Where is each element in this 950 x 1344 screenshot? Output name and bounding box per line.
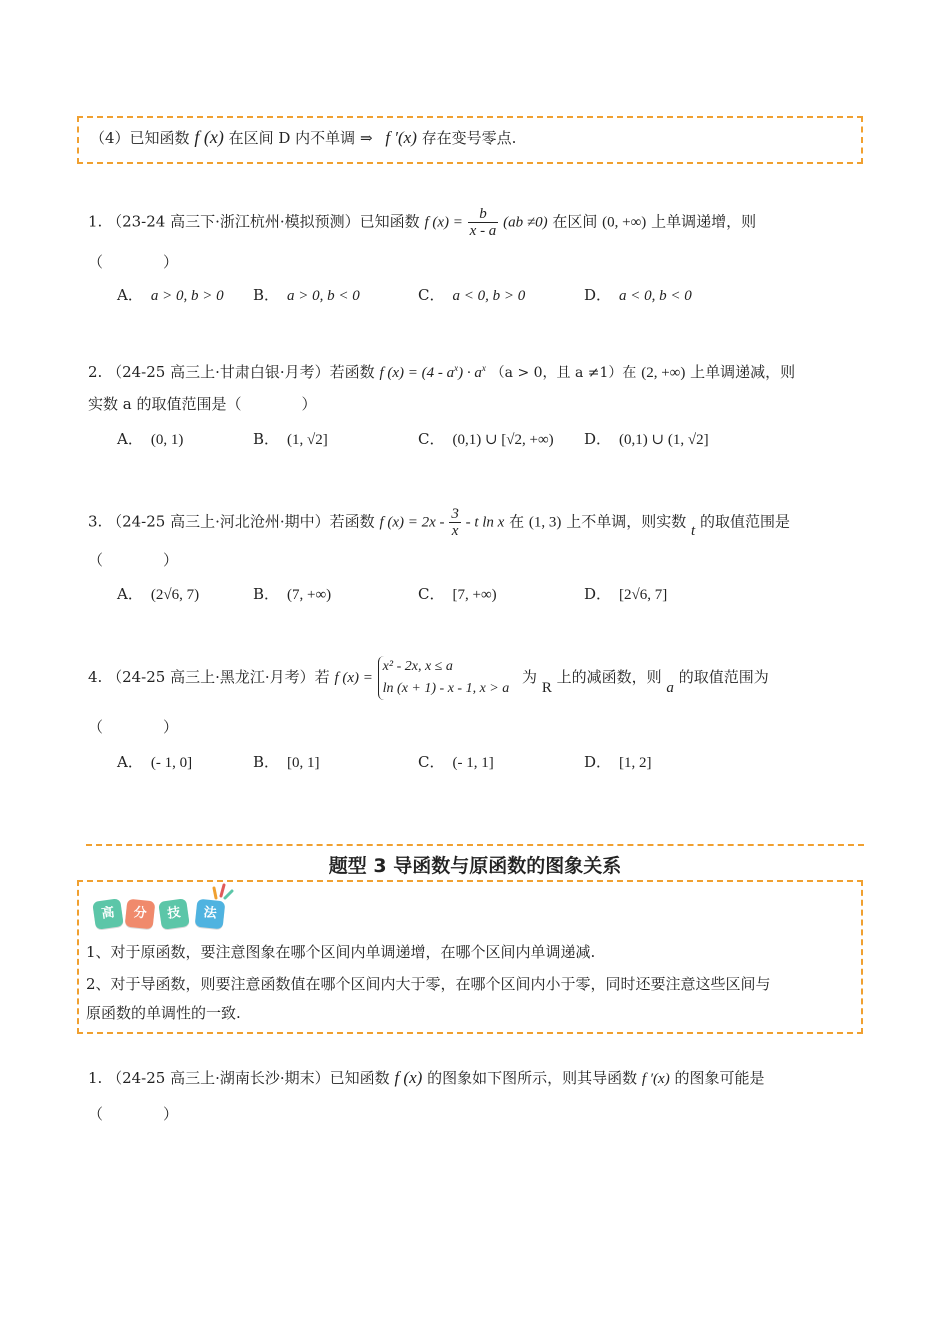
q1-option-a-label: A． — [117, 286, 143, 304]
q3-frac-num: 3 — [451, 506, 459, 522]
section-title: 题型 3 导函数与原函数的图象关系 — [328, 855, 622, 877]
q5-text2: 的图象如下图所示，则其导函数 — [427, 1069, 638, 1087]
q4-R: R — [541, 680, 552, 696]
q3-paren: （ ） — [88, 551, 179, 569]
q4-fx: f (x) = — [334, 670, 373, 686]
q4-option-d[interactable] — [584, 751, 652, 774]
q3-fraction — [449, 506, 461, 539]
q4-option-b-value: [0, 1] — [287, 755, 320, 771]
q4-option-c[interactable] — [418, 751, 494, 774]
q2-fx-tail: ) · a — [458, 365, 482, 381]
q1-option-b[interactable] — [253, 284, 360, 307]
implies-arrow: ⇒ — [359, 131, 373, 147]
q3-option-c-label: C． — [418, 585, 445, 603]
q5-number: 1. — [88, 1069, 103, 1087]
q2-option-d-value: (0,1) ∪ (1, √2] — [619, 432, 709, 448]
tip-badge-3: 技 — [158, 898, 190, 930]
q4-text4: 的取值范围为 — [678, 668, 769, 686]
q1-option-d-label: D． — [584, 286, 612, 304]
sparkle-icon — [212, 882, 234, 900]
q1-option-c-value: a < 0, b > 0 — [452, 288, 526, 304]
top-note-prefix: （4）已知函数 — [90, 129, 190, 147]
q4-option-b-label: B． — [253, 753, 280, 771]
q3-stem — [88, 506, 790, 539]
q3-option-b-value: (7, +∞) — [287, 587, 332, 603]
q5-fpx: f ′(x) — [641, 1071, 670, 1087]
q2-option-b-label: B． — [253, 430, 280, 448]
q2-text3: 上单调递减，则 — [690, 363, 796, 381]
q1-condition: (ab ≠0) — [503, 214, 548, 231]
q4-text3: 上的减函数，则 — [556, 668, 662, 686]
q1-option-c[interactable] — [418, 284, 525, 307]
sparkle-ray-1 — [214, 888, 216, 898]
q3-source: （24-25 高三上·河北沧州·期中）若函数 — [107, 512, 375, 531]
q4-source: （24-25 高三上·黑龙江·月考）若 — [107, 668, 330, 686]
q4-var: a — [666, 680, 674, 696]
q4-option-b[interactable] — [253, 751, 320, 774]
q1-option-d-value: a < 0, b < 0 — [619, 288, 692, 304]
q2-condition: （a > 0，且 a ≠1）在 — [490, 365, 637, 381]
q2-source: （24-25 高三上·甘肃白银·月考）若函数 — [107, 363, 375, 381]
q2-option-a-label: A． — [117, 430, 143, 448]
q3-frac-den: x — [451, 523, 459, 539]
q4-option-c-value: (- 1, 1] — [452, 755, 494, 771]
q1-text2: 在区间 — [552, 212, 598, 231]
q3-var: t — [691, 522, 696, 539]
q2-option-a[interactable] — [117, 428, 183, 451]
q2-option-b-value: (1, √2] — [287, 432, 328, 448]
q3-option-d-label: D． — [584, 585, 612, 603]
q4-number: 4. — [88, 668, 103, 686]
q4-text2: 为 — [522, 668, 538, 686]
q1-fx: f (x) = — [424, 214, 463, 231]
q2-option-a-value: (0, 1) — [150, 432, 184, 448]
q3-fx-tail: - t ln x — [465, 514, 505, 531]
tip-2-line2: 原函数的单调性的一致. — [86, 1004, 241, 1022]
q1-frac-den: x - a — [469, 223, 497, 239]
tip-badge-2: 分 — [125, 899, 156, 930]
sparkle-ray-3 — [225, 891, 232, 898]
q4-option-a[interactable] — [117, 751, 192, 774]
q4-option-d-label: D． — [584, 753, 612, 771]
tip-2-line1: 2、对于导函数，则要注意函数值在哪个区间内大于零，在哪个区间内小于零，同时还要注意这些区间与 — [86, 975, 771, 993]
q2-stem — [88, 357, 795, 384]
q1-frac-num: b — [468, 206, 499, 223]
q2-sup-1: x — [454, 363, 459, 373]
q5-stem — [88, 1067, 765, 1090]
q1-option-a[interactable] — [117, 284, 224, 307]
tip-badge-4: 法 — [195, 899, 226, 930]
q1-option-c-label: C． — [418, 286, 445, 304]
q3-option-b-label: B． — [253, 585, 280, 603]
q4-option-d-value: [1, 2] — [619, 755, 652, 771]
q1-option-b-value: a > 0, b < 0 — [287, 288, 360, 304]
q4-piecewise — [378, 656, 510, 700]
q3-option-b[interactable] — [253, 583, 331, 606]
q2-option-c[interactable] — [418, 428, 554, 451]
q5-fx: f (x) — [394, 1068, 423, 1087]
top-note-fx: f (x) — [194, 127, 224, 147]
q3-option-a-value: (2√6, 7) — [150, 587, 200, 603]
q1-option-d[interactable] — [584, 284, 692, 307]
q2-sup-2: x — [481, 363, 486, 373]
q3-option-d[interactable] — [584, 583, 667, 606]
q1-fraction — [468, 206, 499, 239]
top-note-suffix: 存在变号零点. — [421, 129, 517, 147]
q1-paren: （ ） — [88, 253, 179, 271]
q4-case2: ln (x + 1) - x - 1, x > a — [382, 681, 510, 696]
q4-option-a-label: A． — [117, 753, 143, 771]
top-note-line — [90, 126, 516, 150]
q4-option-a-value: (- 1, 0] — [150, 755, 193, 771]
q1-text3: 上单调递增，则 — [651, 212, 757, 231]
q4-paren: （ ） — [88, 718, 179, 736]
q3-option-c[interactable] — [418, 583, 497, 606]
q5-source: （24-25 高三上·湖南长沙·期末）已知函数 — [107, 1069, 390, 1087]
q3-option-a[interactable] — [117, 583, 199, 606]
section-top-divider — [86, 844, 864, 846]
q2-option-b[interactable] — [253, 428, 328, 451]
q1-number: 1. — [88, 212, 103, 231]
q3-number: 3. — [88, 512, 103, 531]
sparkle-ray-2 — [221, 885, 224, 896]
q3-interval: (1, 3) — [528, 514, 562, 531]
q4-case1: x² - 2x, x ≤ a — [382, 659, 453, 674]
q1-source: （23-24 高三下·浙江杭州·模拟预测）已知函数 — [107, 212, 420, 231]
q2-option-c-value: (0,1) ∪ [√2, +∞) — [452, 432, 554, 448]
q3-option-c-value: [7, +∞) — [452, 587, 497, 603]
q3-option-a-label: A． — [117, 585, 143, 603]
q3-option-d-value: [2√6, 7] — [619, 587, 668, 603]
q2-option-d[interactable] — [584, 428, 709, 451]
q2-number: 2. — [88, 363, 103, 381]
q2-line2: 实数 a 的取值范围是（ ） — [88, 395, 317, 413]
top-note-fpx: f ′(x) — [385, 128, 417, 147]
tip-1: 1、对于原函数，要注意图象在哪个区间内单调递增，在哪个区间内单调递减. — [86, 943, 596, 961]
q3-fx: f (x) = 2x - — [379, 514, 445, 531]
q2-interval: (2, +∞) — [641, 365, 686, 381]
top-note-middle: 在区间 D 内不单调 — [228, 129, 356, 147]
q3-text2: 在 — [509, 512, 525, 531]
q3-text3: 上不单调，则实数 — [566, 512, 687, 531]
q1-stem — [88, 206, 756, 239]
q1-interval: (0, +∞) — [602, 214, 647, 231]
q5-text3: 的图象可能是 — [674, 1069, 765, 1087]
q4-option-c-label: C． — [418, 753, 445, 771]
q2-option-d-label: D． — [584, 430, 612, 448]
tip-badge-1: 高 — [92, 898, 124, 930]
q2-fx: f (x) = (4 - a — [379, 365, 455, 381]
q4-stem — [88, 652, 769, 703]
q3-text4: 的取值范围是 — [699, 512, 790, 531]
q2-option-c-label: C． — [418, 430, 445, 448]
q1-option-b-label: B． — [253, 286, 280, 304]
q1-option-a-value: a > 0, b > 0 — [150, 288, 224, 304]
q5-paren: （ ） — [88, 1105, 179, 1123]
